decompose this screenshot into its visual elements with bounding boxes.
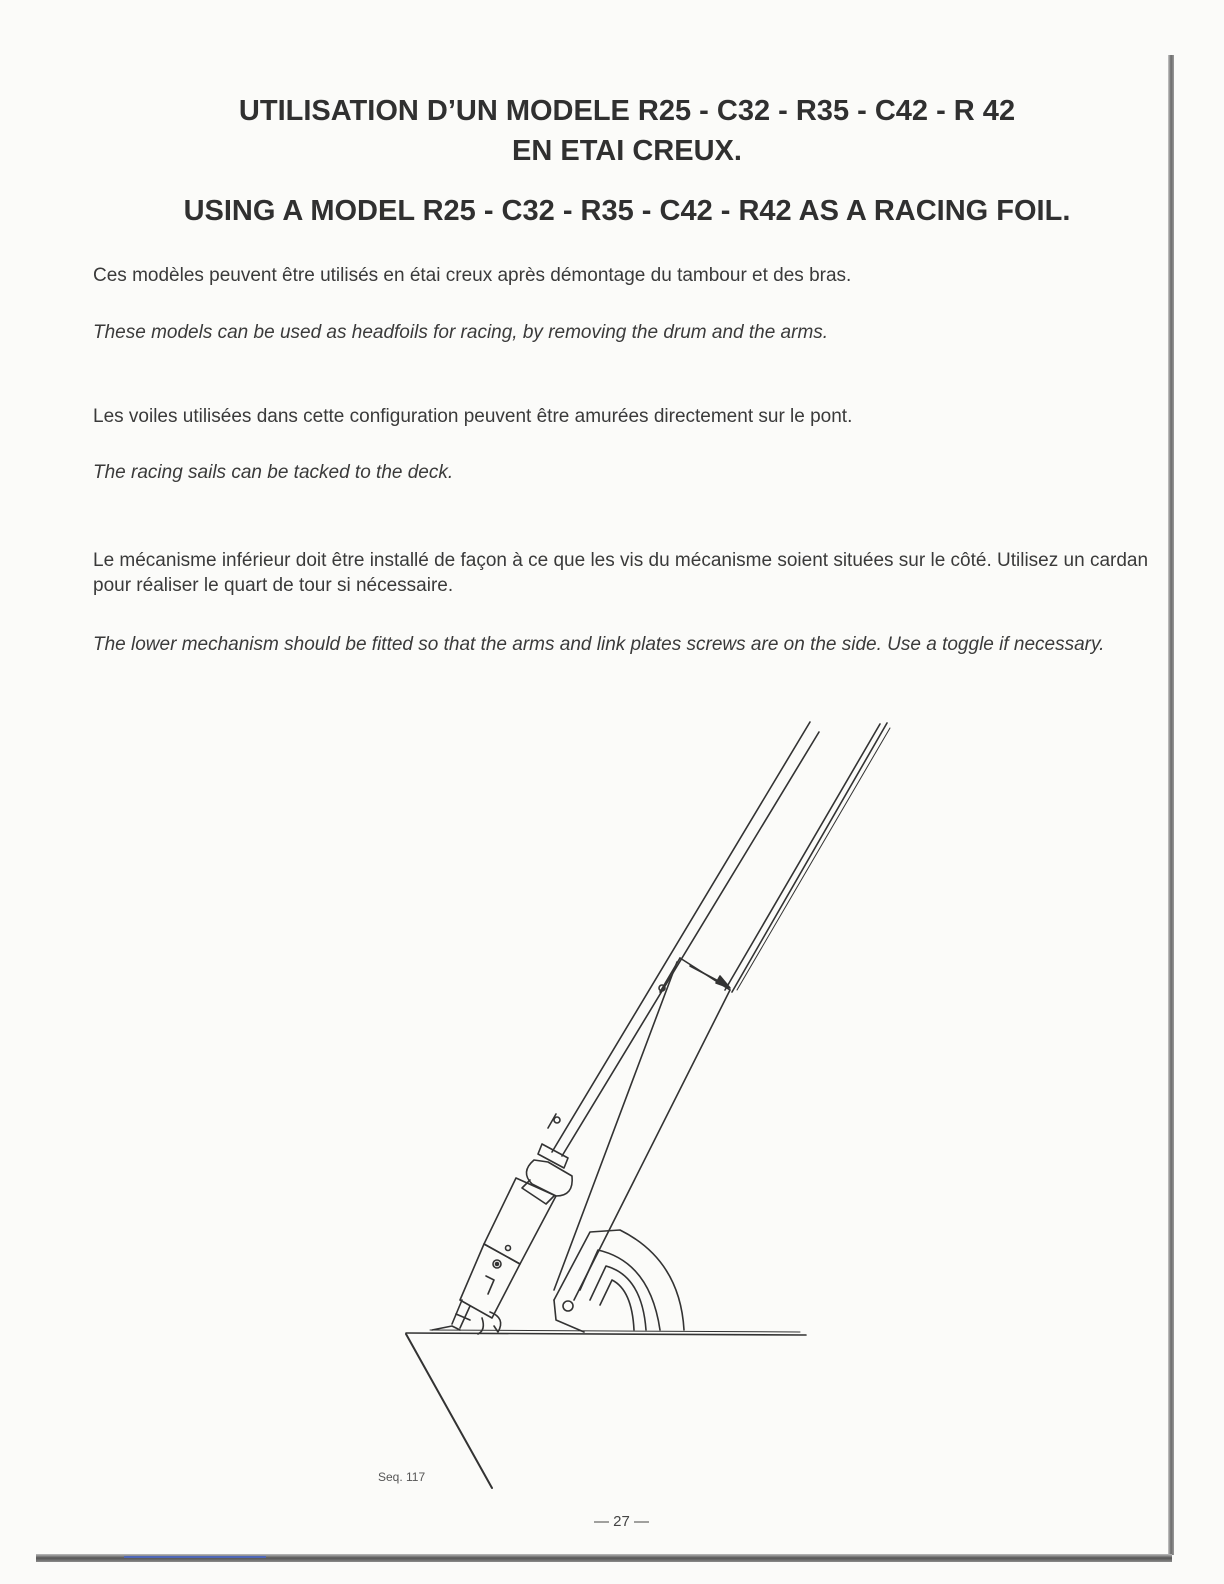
paragraph-french-3: Le mécanisme inférieur doit être installé de façon à ce que les vis du mécanisme soient situées sur le côté. Utilisez un cardan pour réaliser le quart de tour si nécessaire. — [93, 550, 1149, 596]
paragraph-english-3: The lower mechanism should be fitted so that the arms and link plates screws are on the side. Use a toggle if necessary. — [93, 634, 1105, 655]
page-number: — 27 — — [594, 1513, 650, 1530]
deck-line — [406, 1330, 806, 1335]
title-french-line-2: EN ETAI CREUX. — [512, 135, 742, 167]
sail-tack-corner — [554, 1230, 684, 1332]
paragraph-french-1: Ces modèles peuvent être utilisés en étai creux après démontage du tambour et des bras. — [93, 265, 852, 286]
lower-mechanism — [432, 1114, 572, 1334]
title-french-line-1: UTILISATION D’UN MODELE R25 - C32 - R35 - C42 - R 42 — [238, 95, 1016, 127]
headfoil-section — [725, 723, 890, 992]
paragraph-english-2: The racing sails can be tacked to the deck. — [93, 462, 454, 483]
paragraph-english-1: These models can be used as headfoils for racing, by removing the drum and the arms. — [93, 322, 829, 343]
paragraph-french-2: Les voiles utilisées dans cette configuration peuvent être amurées directement sur le pont. — [93, 406, 853, 427]
title-english: USING A MODEL R25 - C32 - R35 - C42 - R42 AS A RACING FOIL. — [183, 195, 1071, 227]
bow-line — [406, 1334, 492, 1488]
figure-sequence-label: Seq. 117 — [378, 1470, 426, 1484]
arrow-indicator — [690, 966, 730, 988]
foil-section — [552, 722, 819, 1156]
